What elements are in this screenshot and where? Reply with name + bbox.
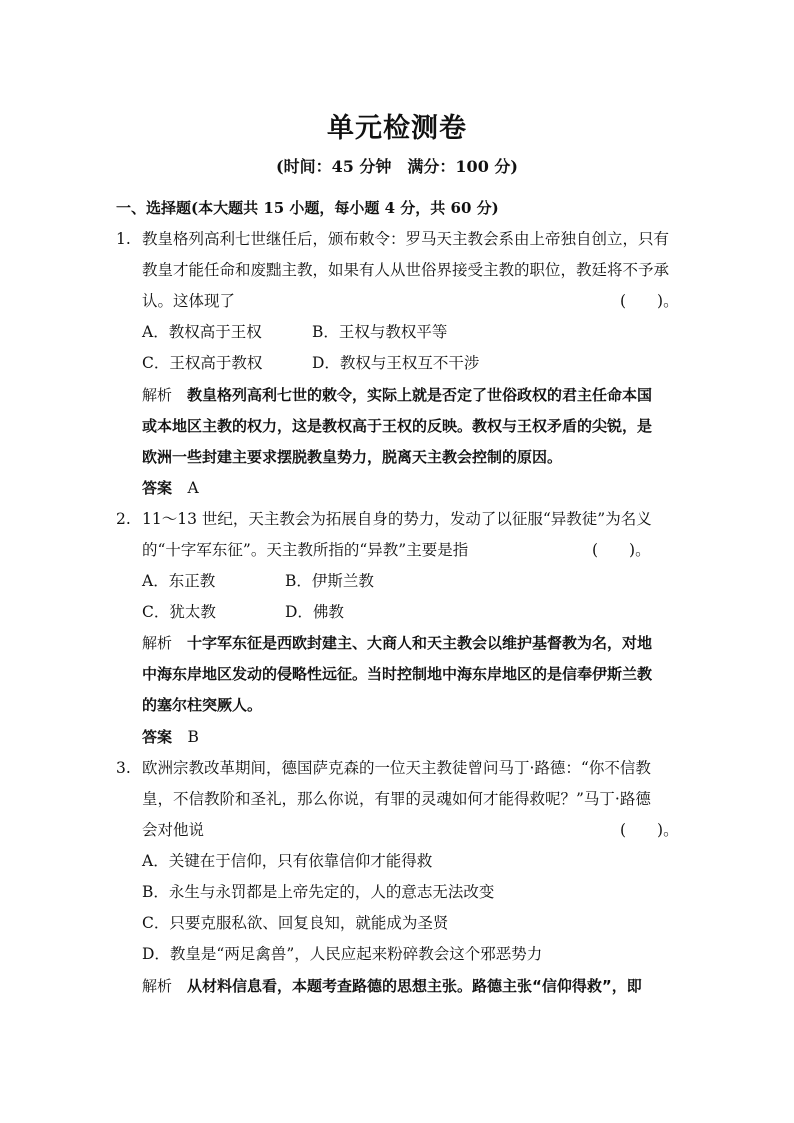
question-1-line-3: 认。这体现了	[142, 292, 236, 310]
question-2-line-2: 的“十字军东征”。天主教所指的“异教”主要是指	[142, 541, 469, 559]
answer-value: B	[187, 728, 199, 746]
analysis-label: 解析	[142, 386, 173, 404]
section-heading: 一、选择题(本大题共 15 小题，每小题 4 分，共 60 分)	[116, 199, 499, 217]
question-2-analysis-line-1: 解析 十字军东征是西欧封建主、大商人和天主教会以维护基督教为名，对地	[142, 634, 653, 652]
question-2-analysis-line-3: 的塞尔柱突厥人。	[142, 696, 263, 714]
question-3-line-1: 3. 欧洲宗教改革期间，德国萨克森的一位天主教徒曾问马丁·路德：“你不信教	[116, 759, 651, 777]
question-1-analysis-line-2: 或本地区主教的权力，这是教权高于王权的反映。教权与王权矛盾的尖锐，是	[142, 417, 653, 435]
page-title: 单元检测卷	[327, 113, 467, 144]
answer-value: A	[187, 479, 199, 497]
question-3-line-2: 皇，不信教阶和圣礼，那么你说，有罪的灵魂如何才能得救呢？”马丁·路德	[142, 790, 651, 808]
question-1-option-c: C．王权高于教权	[142, 354, 263, 372]
question-3-option-c: C．只要克服私欲、回复良知，就能成为圣贤	[142, 914, 449, 932]
question-3-answer-blank: ( )。	[620, 821, 679, 839]
question-1-option-d: D．教权与王权互不干涉	[312, 354, 480, 372]
question-1-answer	[142, 478, 199, 498]
question-2-option-c: C．犹太教	[142, 603, 216, 621]
question-3-number: 3.	[116, 759, 131, 777]
question-2-number: 2.	[116, 510, 131, 528]
question-2-option-a: A．东正教	[142, 572, 216, 590]
question-1-analysis-line-1: 解析 教皇格列高利七世的敕令，实际上就是否定了世俗政权的君主任命本国	[142, 386, 653, 404]
question-2-option-b: B．伊斯兰教	[285, 572, 374, 590]
question-1-option-b: B．王权与教权平等	[312, 323, 448, 341]
question-2-line-1: 2. 11～13 世纪，天主教会为拓展自身的势力，发动了以征服“异教徒”为名义	[116, 510, 652, 528]
question-2-analysis-line-2: 中海东岸地区发动的侵略性远征。当时控制地中海东岸地区的是信奉伊斯兰教	[142, 665, 653, 683]
question-1-number: 1.	[116, 230, 131, 248]
question-1-analysis-line-3: 欧洲一些封建主要求摆脱教皇势力，脱离天主教会控制的原因。	[142, 448, 563, 466]
question-3-analysis-line-1: 解析 从材料信息看，本题考查路德的思想主张。路德主张“信仰得救”，即	[142, 977, 642, 995]
question-2-answer-blank: ( )。	[592, 541, 651, 559]
question-1-line-1: 1. 教皇格列高利七世继任后，颁布敕令：罗马天主教会系由上帝独自创立，只有	[116, 230, 670, 248]
answer-label: 答案	[142, 479, 173, 497]
question-3-line-3: 会对他说	[142, 821, 205, 839]
analysis-label: 解析	[142, 977, 173, 995]
exam-info: (时间：45 分钟 满分：100 分)	[276, 157, 518, 176]
question-1-option-a: A．教权高于王权	[142, 323, 262, 341]
question-1-answer-blank: ( )。	[620, 292, 679, 310]
question-3-option-b: B．永生与永罚都是上帝先定的，人的意志无法改变	[142, 883, 495, 901]
question-2-option-d: D．佛教	[285, 603, 344, 621]
question-1-line-2: 教皇才能任命和废黜主教，如果有人从世俗界接受主教的职位，教廷将不予承	[142, 261, 670, 279]
answer-label: 答案	[142, 728, 173, 746]
question-3-option-a: A．关键在于信仰，只有依靠信仰才能得救	[142, 852, 433, 870]
analysis-label: 解析	[142, 634, 173, 652]
question-3-option-d: D．教皇是“两足禽兽”，人民应起来粉碎教会这个邪恶势力	[142, 945, 543, 963]
question-2-answer	[142, 727, 199, 747]
